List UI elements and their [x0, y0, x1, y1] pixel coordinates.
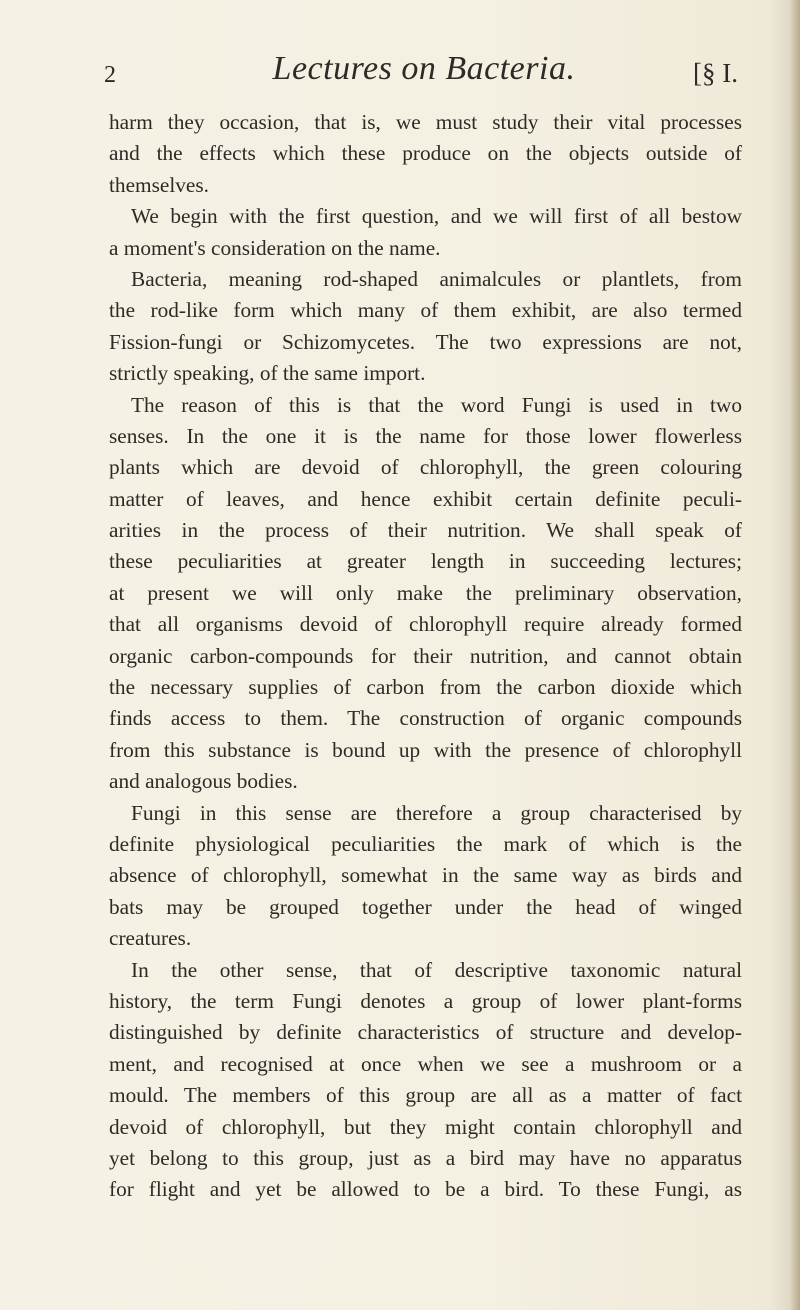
text-line: matter of leaves, and hence exhibit certain definite peculi- — [109, 486, 742, 511]
text-line: Fission-fungi or Schizomycetes. The two expressions are not, — [109, 329, 742, 354]
text-line: themselves. — [109, 172, 209, 197]
text-line: a moment's consideration on the name. — [109, 235, 441, 260]
text-line: The reason of this is that the word Fungi is used in two — [131, 392, 742, 417]
text-line: creatures. — [109, 926, 192, 951]
text-line: strictly speaking, of the same import. — [109, 361, 426, 386]
page-edge-shadow — [790, 0, 800, 1310]
text-line: the necessary supplies of carbon from the carbon dioxide which — [109, 675, 742, 700]
text-line: devoid of chlorophyll, but they might contain chlorophyll and — [109, 1114, 742, 1139]
running-header — [104, 50, 744, 94]
text-line: history, the term Fungi denotes a group of lower plant-forms — [109, 988, 742, 1013]
text-line: arities in the process of their nutrition. We shall speak of — [109, 518, 742, 543]
text-line: these peculiarities at greater length in succeeding lectures; — [109, 549, 742, 574]
page-number: 2 — [104, 62, 116, 88]
text-line: organic carbon-compounds for their nutrition, and cannot obtain — [109, 643, 742, 668]
text-line: harm they occasion, that is, we must study their vital processes — [109, 110, 742, 134]
section-mark: [§ I. — [693, 58, 738, 88]
text-line: ment, and recognised at once when we see a mushroom or a — [109, 1051, 742, 1076]
text-line: definite physiological peculiarities the mark of which is the — [109, 831, 742, 856]
text-line: for flight and yet be allowed to be a bird. To these Fungi, as — [109, 1177, 742, 1202]
text-line: We begin with the first question, and we will first of all bestow — [131, 204, 742, 229]
text-line: yet belong to this group, just as a bird may have no apparatus — [109, 1145, 742, 1170]
body-text — [109, 107, 742, 1206]
text-line: that all organisms devoid of chlorophyll require already formed — [109, 612, 742, 637]
text-line: the rod-like form which many of them exhibit, are also termed — [109, 298, 742, 323]
text-line: from this substance is bound up with the presence of chlorophyll — [109, 737, 742, 762]
running-title: Lectures on Bacteria. — [272, 50, 576, 87]
text-line: mould. The members of this group are all as a matter of fact — [109, 1083, 742, 1108]
text-line: and the effects which these produce on the objects outside of — [109, 141, 742, 166]
text-line: Fungi in this sense are therefore a group characterised by — [131, 800, 742, 825]
text-line: distinguished by definite characteristics of structure and develop- — [109, 1020, 742, 1045]
text-line: and analogous bodies. — [109, 769, 298, 794]
text-line: absence of chlorophyll, somewhat in the same way as birds and — [109, 863, 742, 888]
text-line: at present we will only make the preliminary observation, — [109, 580, 742, 605]
text-line: finds access to them. The construction of organic compounds — [109, 706, 742, 731]
text-line: Bacteria, meaning rod-shaped animalcules or plantlets, from — [131, 266, 742, 291]
text-line: senses. In the one it is the name for those lower flowerless — [109, 423, 742, 448]
text-line: plants which are devoid of chlorophyll, the green colouring — [109, 455, 742, 480]
text-line: In the other sense, that of descriptive taxonomic natural — [131, 957, 742, 982]
text-line: bats may be grouped together under the head of winged — [109, 894, 742, 919]
